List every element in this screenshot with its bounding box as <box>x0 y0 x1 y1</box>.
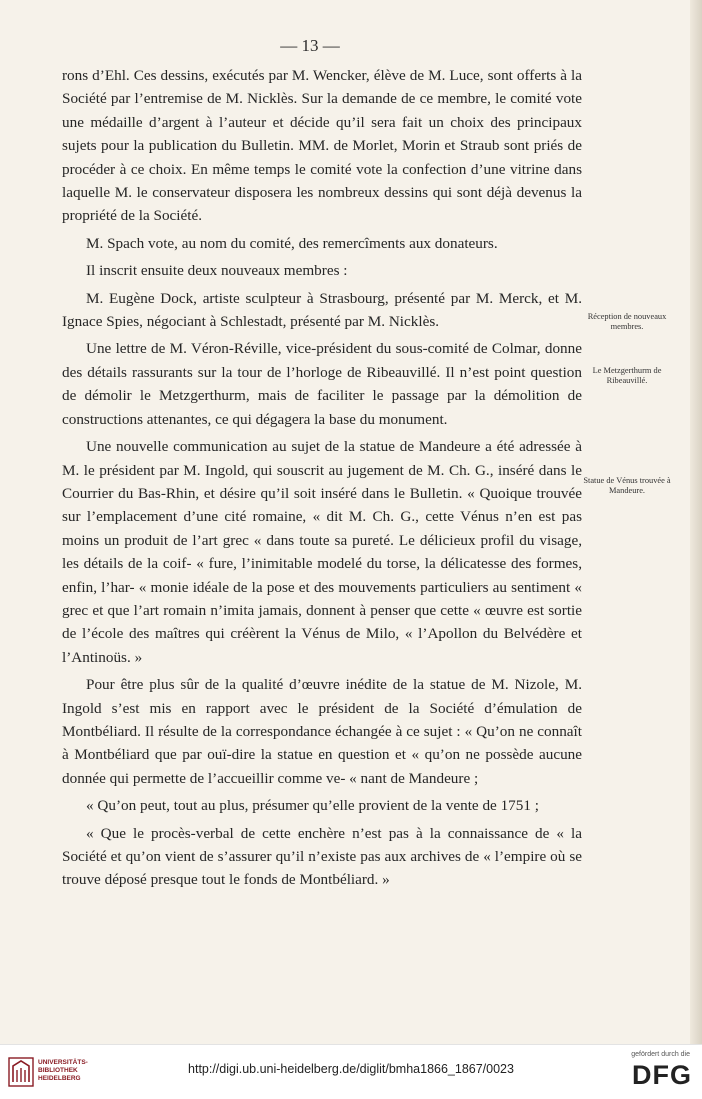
footer-bar <box>0 1044 702 1099</box>
paragraph-7: Pour être plus sûr de la qualité d’œuvre inédite de la statue de M. Nizole, M. Ingold s’est mis en rapport avec le président de la Société d’émulation de Montbéliard. Il résulte de la correspondance échangée à ce sujet : « Qu’on ne connaît à Montbéliard que par ouï-dire la statue en question et « qu’on ne possède aucune donnée qui permette de l’accueillir comme ve- « nant de Mandeure ; <box>62 676 582 787</box>
page-edge-shadow <box>690 0 702 1044</box>
paragraph-6: Une nouvelle communication au sujet de la statue de Mandeure a été adressée à M. le président par M. Ingold, qui souscrit au jugement de M. Ch. G., inséré dans le Courrier du Bas-Rhin, et désire qu’il soit inséré dans le Bulletin. « Quoique trouvée sur l’emplacement d’une cité romaine, « dit M. Ch. G., cette Vénus n’en est pas moins un produit de l’art grec « dans toute sa pureté. Le délicieux profil du visage, les détails de la coif- « fure, l’inimitable modelé du torse, la délicatesse des formes, enfin, l’har- « monie idéale de la pose et des mouvements particuliers au sentiment « grec et que l’art romain n’imita jamais, donnent à penser que cette « œuvre est sortie de l’école des maîtres qui créèrent la Vénus de Milo, « l’Apollon du Belvédère et l’Antinoüs. » <box>62 438 582 666</box>
paragraph-3: Il inscrit ensuite deux nouveaux membres : <box>86 262 348 280</box>
paragraph-8: « Qu’on peut, tout au plus, présumer qu’elle provient de la vente de 1751 ; <box>86 797 539 815</box>
paragraph-4: M. Eugène Dock, artiste sculpteur à Strasbourg, présenté par M. Merck, et M. Ignace Spies, négociant à Schlestadt, présenté par M. Nicklès. <box>62 289 582 331</box>
university-library-logo-text: UNIVERSITÄTS- BIBLIOTHEK HEIDELBERG <box>38 1059 88 1082</box>
digital-object-link[interactable]: http://digi.ub.uni-heidelberg.de/diglit/bmha1866_1867/0023 <box>188 1062 514 1076</box>
paragraph-2: M. Spach vote, au nom du comité, des remercîments aux donateurs. <box>86 234 498 252</box>
paragraph-5: Une lettre de M. Véron-Réville, vice-président du sous-comité de Colmar, donne des détails rassurants sur la tour de l’horloge de Ribeauvillé. Il n’est point question de démolir le Metzgerthurm, mais de faciliter le passage par la démolition de constructions attenantes, ce qui dégagera la base du monument. <box>62 340 582 428</box>
paragraph-9: « Que le procès-verbal de cette enchère n’est pas à la connaissance de « la Société et qu’on vient de s’assurer qu’il n’existe pas aux archives de « l’empire où se trouve déposé presque tout le fonds de Montbéliard. » <box>62 824 582 889</box>
dfg-logo: DFG <box>632 1060 692 1090</box>
paragraph-1: rons d’Ehl. Ces dessins, exécutés par M. Wencker, élève de M. Luce, sont offerts à la Société par l’entremise de M. Nicklès. Sur la demande de ce membre, le comité vote une médaille d’argent à l’auteur et décide qu’il sera fait un choix des principaux sujets pour la publication du Bulletin. MM. de Morlet, Morin et Straub sont priés de procéder à ce choix. En même temps le comité vote la confection d’une vitrine dans laquelle M. le conservateur disposera les nombreux dessins qui sont déjà devenus la propriété de la Société. <box>62 67 582 225</box>
margin-note-venus-statue: Statue de Vénus trouvée à Mandeure. <box>583 476 671 495</box>
margin-note-new-members: Réception de nouveaux membres. <box>587 312 667 331</box>
margin-note-metzgerthurm: Le Metzgerthurm de Ribeauvillé. <box>592 366 662 385</box>
body-text <box>62 64 582 896</box>
dfg-caption: gefördert durch die <box>631 1051 690 1058</box>
page-number: — 13 — <box>280 36 340 55</box>
